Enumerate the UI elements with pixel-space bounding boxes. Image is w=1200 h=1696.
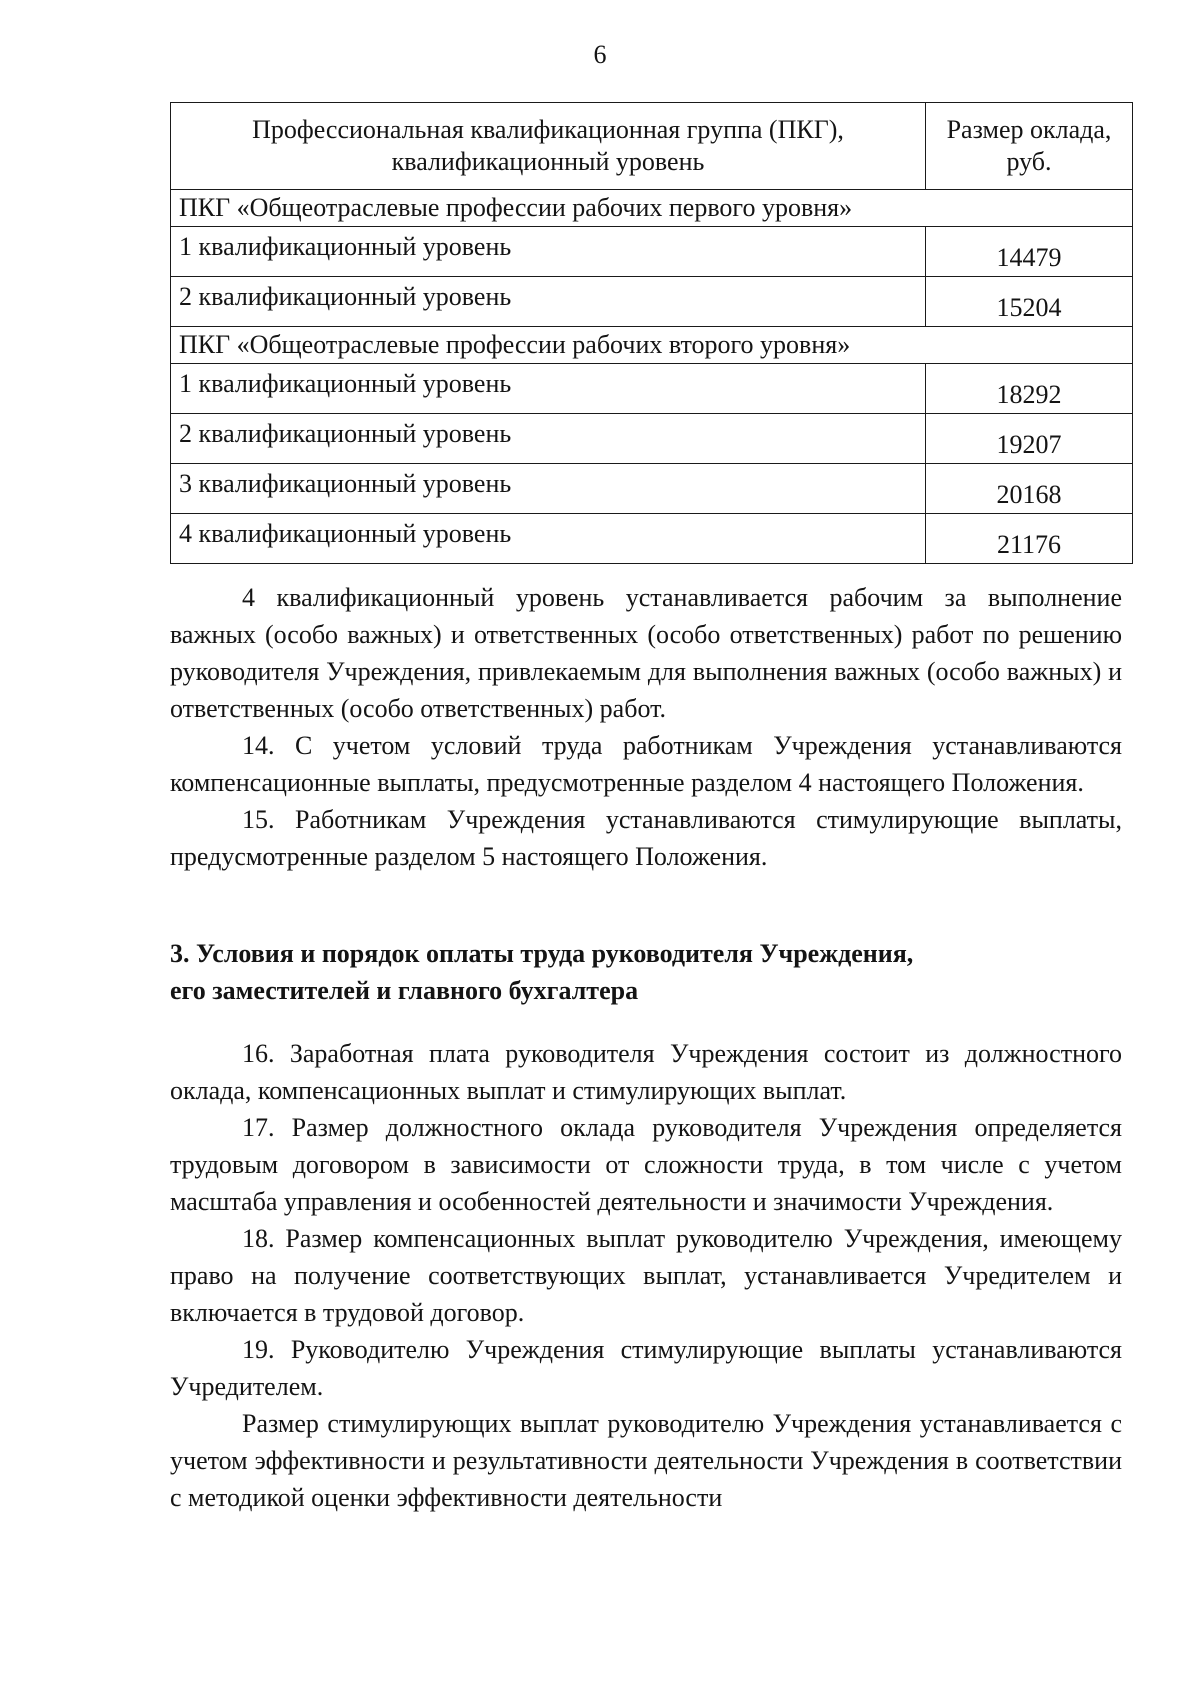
paragraph: 15. Работникам Учреждения устанавливаются стимулирующие выплаты, предусмотренные разделом 5 настоящего Положения. [170, 805, 1122, 871]
page-number: 6 [593, 40, 607, 69]
salary-cell: 21176 [926, 514, 1133, 564]
section-heading-line: его заместителей и главного бухгалтера [170, 976, 639, 1005]
level-cell: 2 квалификационный уровень [171, 414, 926, 464]
table-row [171, 464, 1133, 514]
table-group-row [171, 190, 1133, 227]
table-header-row [171, 103, 1133, 190]
group-title: ПКГ «Общеотраслевые профессии рабочих первого уровня» [171, 190, 1133, 227]
salary-cell: 14479 [926, 227, 1133, 277]
paragraph: 4 квалификационный уровень устанавливается рабочим за выполнение важных (особо важных) и ответственных (особо ответственных) работ по решению руководителя Учреждения, привлекаемым для выполнения важных (особо важных) и ответственных (особо ответственных) работ. [170, 583, 1122, 723]
salary-cell: 18292 [926, 364, 1133, 414]
table-row [171, 227, 1133, 277]
paragraph: Размер стимулирующих выплат руководителю Учреждения устанавливается с учетом эффективности и результативности деятельности Учреждения в соответствии с методикой оценки эффективности деятельности [170, 1409, 1122, 1512]
salary-cell: 19207 [926, 414, 1133, 464]
header-salary-column: Размер оклада, руб. [926, 103, 1133, 190]
paragraph: 14. С учетом условий труда работникам Учреждения устанавливаются компенсационные выплаты, предусмотренные разделом 4 настоящего Положения. [170, 731, 1122, 797]
table-group-row [171, 327, 1133, 364]
table-row [171, 514, 1133, 564]
table-row [171, 277, 1133, 327]
body-text-before [170, 579, 1122, 875]
table-row [171, 364, 1133, 414]
group-title: ПКГ «Общеотраслевые профессии рабочих второго уровня» [171, 327, 1133, 364]
level-cell: 4 квалификационный уровень [171, 514, 926, 564]
level-cell: 1 квалификационный уровень [171, 364, 926, 414]
paragraph: 16. Заработная плата руководителя Учреждения состоит из должностного оклада, компенсационных выплат и стимулирующих выплат. [170, 1039, 1122, 1105]
salary-cell: 15204 [926, 277, 1133, 327]
body-text-after [170, 1035, 1122, 1516]
level-cell: 1 квалификационный уровень [171, 227, 926, 277]
level-cell: 3 квалификационный уровень [171, 464, 926, 514]
section-heading-line: 3. Условия и порядок оплаты труда руководителя Учреждения, [170, 939, 914, 968]
section-heading [170, 935, 1122, 1009]
paragraph: 18. Размер компенсационных выплат руководителю Учреждения, имеющему право на получение соответствующих выплат, устанавливается Учредителем и включается в трудовой договор. [170, 1224, 1122, 1327]
level-cell: 2 квалификационный уровень [171, 277, 926, 327]
paragraph: 17. Размер должностного оклада руководителя Учреждения определяется трудовым договором в зависимости от сложности труда, в том числе с учетом масштаба управления и особенностей деятельности и значимости Учреждения. [170, 1113, 1122, 1216]
salary-table [170, 102, 1133, 564]
header-group-column: Профессиональная квалификационная группа (ПКГ), квалификационный уровень [171, 103, 926, 190]
paragraph: 19. Руководителю Учреждения стимулирующие выплаты устанавливаются Учредителем. [170, 1335, 1122, 1401]
salary-cell: 20168 [926, 464, 1133, 514]
table-row [171, 414, 1133, 464]
